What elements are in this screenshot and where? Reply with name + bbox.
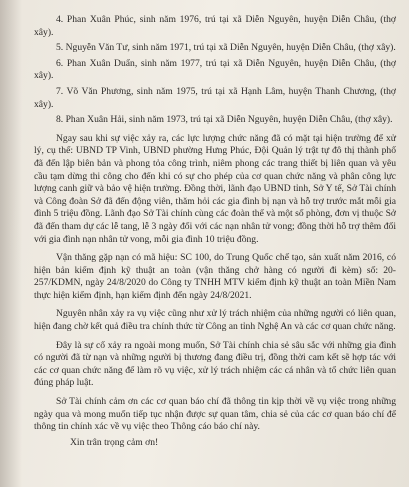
paragraph-condolence: Đây là sự cố xảy ra ngoài mong muốn, Sở Tài chính chia sẻ sâu sắc với những gia đình có người đã từ nạn và những người bị thương đang điều trị, đồng thời cam kết sẽ hợp tác với các cơ quan chức năng để làm rõ vụ việc, xử lý trách nhiệm các cá nhân và tổ chức liên quan đúng pháp luật. bbox=[34, 339, 396, 389]
closing-line: Xin trân trọng cảm ơn! bbox=[70, 436, 159, 448]
paragraph-cause: Nguyên nhân xảy ra vụ việc cũng như xử lý trách nhiệm của những người có liên quan, hiện đang chờ kết quả điều tra chính thức từ Công an tỉnh Nghệ An và các cơ quan chức năng. bbox=[34, 308, 396, 333]
paragraph-response: Ngay sau khi sự việc xảy ra, các lực lượng chức năng đã có mặt tại hiện trường để xử lý, cụ thể: UBND TP Vinh, UBND phường Hưng Phúc, Đội Quản lý trật tự đô thị thành phố đã đến lập biên bản và phong tỏa công trình, niêm phong các trang thiết bị liên quan và yêu cầu tạm dừng thi công cho đến khi có sự cho phép của cơ quan chức năng và phân công lực lượng canh giữ và bảo vệ hiện trường. Đồng thời, lãnh đạo UBND tỉnh, Sở Y tế, Sở Tài chính và Công đoàn Sở đã đến động viên, thăm hỏi các gia đình bị nạn và hỗ trợ trước mắt mỗi gia đình 5 triệu đồng. Lãnh đạo Sở Tài chính cùng các đoàn thể và một số phòng, đơn vị thuộc Sở đã đến tham dự các lễ tang, lễ 3 ngày đối với các nạn nhân tử vong; đồng thời hỗ trợ thêm đối với gia đình nạn nhân tử vong, mỗi gia đình 10 triệu đồng. bbox=[34, 132, 396, 245]
list-item: 5. Nguyễn Văn Tư, sinh năm 1971, trú tại xã Diễn Nguyên, huyện Diễn Châu, (thợ xây). bbox=[56, 42, 396, 54]
page-shadow bbox=[0, 0, 22, 487]
document-body bbox=[34, 14, 396, 449]
list-item: 7. Võ Văn Phương, sinh năm 1975, trú tại xã Hạnh Lâm, huyện Thanh Chương, (thợ xây). bbox=[34, 85, 396, 110]
paragraph-thanks-press: Sở Tài chính cảm ơn các cơ quan báo chí đã thông tin kịp thời về vụ việc trong những ngày qua và mong muốn tiếp tục nhận được sự quan tâm, chia sẻ của các cơ quan báo chí để thông tin chính xác về vụ việc theo Thông cáo báo chí này. bbox=[34, 396, 396, 433]
paragraph-equipment: Vận thăng gặp nạn có mã hiệu: SC 100, do Trung Quốc chế tạo, sản xuất năm 2016, có hiện bản kiểm định kỹ thuật an toàn (vận thăng chở hàng có người đi kèm) số: 20-257/KDMN, ngày 24/8/2020 do Công ty TNHH MTV kiểm định kỹ thuật an toàn Miền Nam thực hiện kiểm định, hạn kiểm định đến ngày 24/8/2021. bbox=[34, 252, 396, 301]
list-item: 4. Phan Xuân Phúc, sinh năm 1976, trú tại xã Diễn Nguyên, huyện Diễn Châu, (thợ xây). bbox=[34, 14, 396, 38]
list-item: 8. Phan Xuân Hải, sinh năm 1973, trú tại xã Diễn Nguyên, huyện Diễn Châu, (thợ xây). bbox=[56, 114, 393, 126]
list-item: 6. Phan Xuân Duẩn, sinh năm 1977, trú tại xã Diễn Nguyên, huyện Diễn Châu, (thợ xây). bbox=[34, 57, 396, 82]
